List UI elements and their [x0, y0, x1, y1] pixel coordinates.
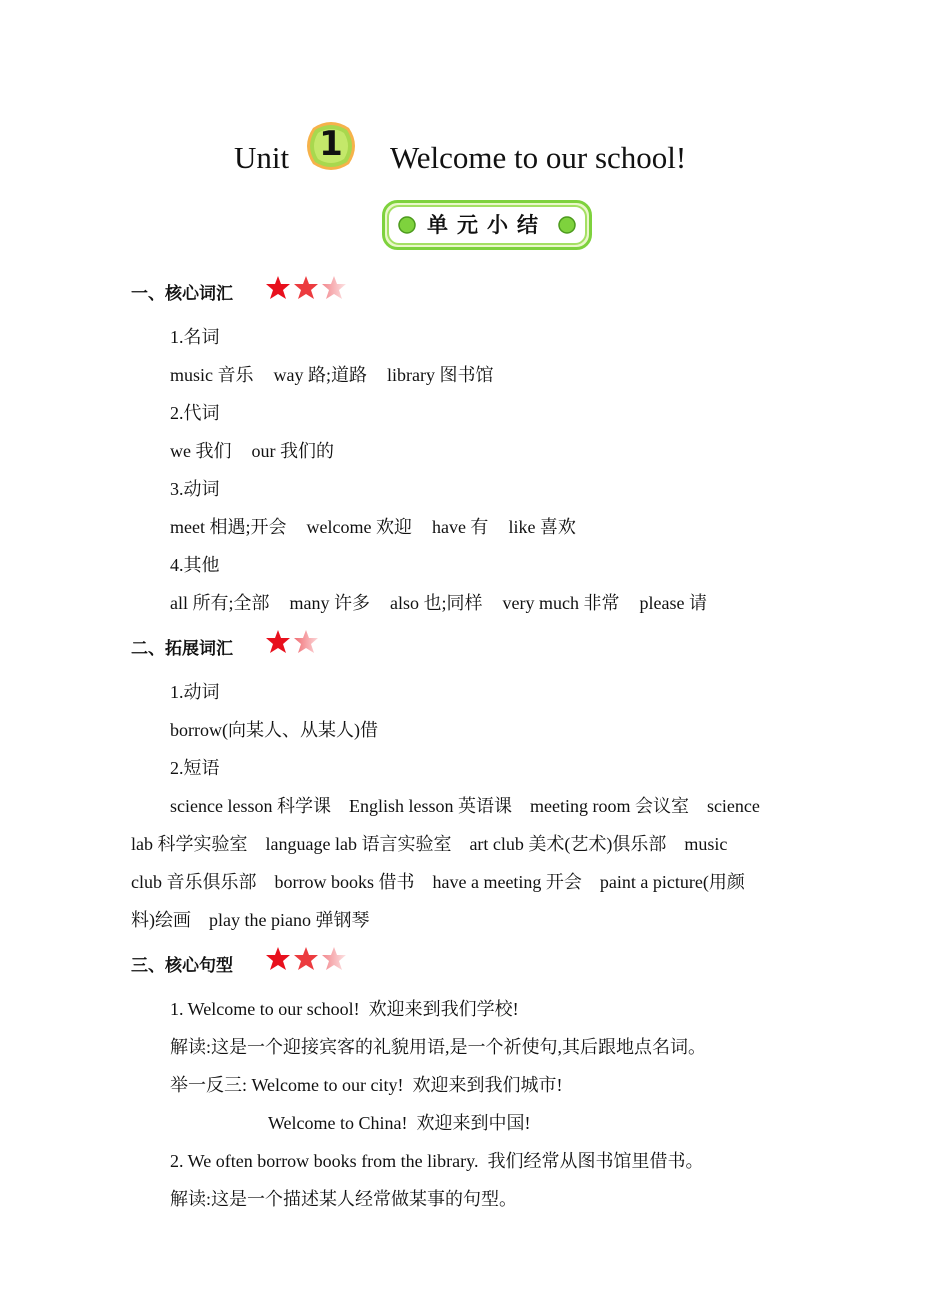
- pronouns-line: [170, 437, 334, 463]
- sentence-note: 解读:这是一个迎接宾客的礼貌用语,是一个祈使句,其后跟地点名词。: [170, 1037, 706, 1057]
- star-icon: [294, 276, 318, 299]
- sentence-note: 解读:这是一个描述某人经常做某事的句型。: [170, 1189, 517, 1209]
- banner-label: 单元小结: [427, 213, 547, 237]
- title-text: Welcome to our school!: [390, 140, 687, 175]
- star-icon: [294, 947, 318, 970]
- unit-title: [0, 118, 950, 188]
- sub-heading-phrases: 2.短语: [170, 758, 220, 778]
- unit-number-badge: [303, 120, 359, 172]
- vocab-item: many 许多: [289, 593, 370, 613]
- rating-stars: [265, 628, 321, 658]
- vocab-item: please 请: [639, 593, 707, 613]
- vocab-item: like 喜欢: [508, 517, 576, 537]
- phrases-line: lab 科学实验室 language lab 语言实验室 art club 美术(艺术)俱乐部 music: [131, 834, 728, 854]
- phrases-line: club 音乐俱乐部 borrow books 借书 have a meeting 开会 paint a picture(用颜: [131, 872, 745, 892]
- sub-heading-verbs: 3.动词: [170, 479, 220, 499]
- sub-heading-pronouns: 2.代词: [170, 403, 220, 423]
- vocab-item: also 也;同样: [390, 593, 483, 613]
- star-icon: [294, 630, 318, 653]
- phrases-line: 料)绘画 play the piano 弹钢琴: [131, 910, 370, 930]
- star-icon: [266, 276, 290, 299]
- others-line: [170, 589, 707, 615]
- vocab-item: very much 非常: [502, 593, 620, 613]
- section-heading-core-vocab: 一、核心词汇: [131, 284, 233, 304]
- unit-number: 1: [319, 124, 343, 164]
- phrases-line: science lesson 科学课 English lesson 英语课 meeting room 会议室 science: [170, 796, 760, 816]
- section-heading-core-sentences: 三、核心句型: [131, 956, 233, 976]
- title-unit-word: Unit: [234, 140, 290, 175]
- sub-heading-others: 4.其他: [170, 555, 220, 575]
- star-icon: [266, 630, 290, 653]
- vocab-item: meet 相遇;开会: [170, 517, 287, 537]
- rating-stars: [265, 274, 347, 304]
- star-icon: [322, 947, 346, 970]
- nouns-line: [170, 361, 493, 387]
- sentence-example: Welcome to China! 欢迎来到中国!: [268, 1113, 531, 1133]
- vocab-item: welcome 欢迎: [306, 517, 412, 537]
- sub-heading-nouns: 1.名词: [170, 327, 220, 347]
- star-icon: [266, 947, 290, 970]
- section-heading-extended-vocab: 二、拓展词汇: [131, 639, 233, 659]
- sentence-item: 1. Welcome to our school! 欢迎来到我们学校!: [170, 999, 519, 1019]
- vocab-item: we 我们: [170, 441, 232, 461]
- vocab-item: music 音乐: [170, 365, 254, 385]
- star-icon: [322, 276, 346, 299]
- verbs-line: [170, 513, 576, 539]
- vocab-item: our 我们的: [251, 441, 334, 461]
- rating-stars: [265, 945, 347, 975]
- vocab-item: have 有: [431, 517, 489, 537]
- sentence-example: 举一反三: Welcome to our city! 欢迎来到我们城市!: [170, 1075, 563, 1095]
- summary-banner: [382, 200, 592, 252]
- sub-heading-verbs-2: 1.动词: [170, 682, 220, 702]
- vocab-item: borrow(向某人、从某人)借: [170, 720, 378, 740]
- vocab-item: library 图书馆: [387, 365, 494, 385]
- sentence-item: 2. We often borrow books from the library. 我们经常从图书馆里借书。: [170, 1151, 704, 1171]
- vocab-item: all 所有;全部: [170, 593, 270, 613]
- vocab-item: way 路;道路: [273, 365, 367, 385]
